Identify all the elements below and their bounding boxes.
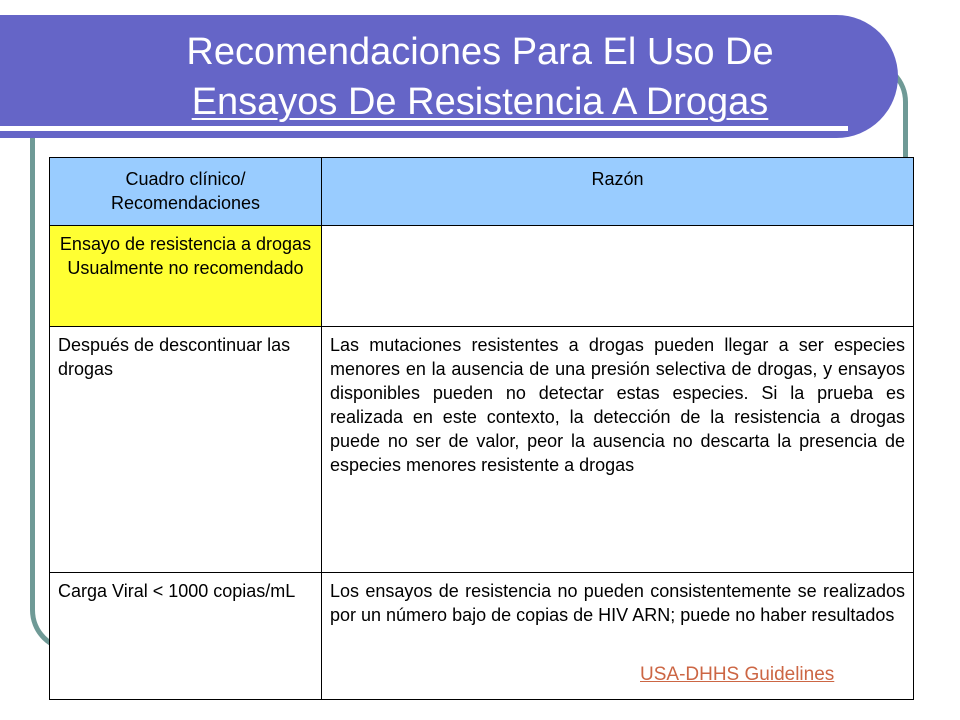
title-underline-bar — [0, 126, 848, 131]
title-line-1: Recomendaciones Para El Uso De — [186, 31, 774, 73]
recommendations-table — [49, 157, 914, 700]
table-row-highlight — [50, 226, 914, 327]
slide-title — [0, 27, 960, 127]
reason-cell: Los ensayos de resistencia no pueden consistentemente se realizados por un número bajo de copias de HIV ARN; puede no haber resultados — [322, 572, 914, 699]
header-razon: Razón — [322, 158, 914, 226]
reason-cell: Las mutaciones resistentes a drogas pueden llegar a ser especies menores en la ausencia de una presión selectiva de drogas, y ensayos disponibles pueden no detectar estas especies. Si la prueba es realizada en este contexto, la detección de la resistencia a drogas puede no ser de valor, peor la ausencia no descarta la presencia de especies menores resistente a drogas — [322, 326, 914, 572]
guidelines-link[interactable]: USA-DHHS Guidelines — [640, 664, 835, 685]
table-row — [50, 326, 914, 572]
condition-cell: Después de descontinuar las drogas — [50, 326, 322, 572]
header-cuadro-clinico: Cuadro clínico/ Recomendaciones — [50, 158, 322, 226]
table-header-row — [50, 158, 914, 226]
highlight-reason-cell — [322, 226, 914, 327]
condition-cell: Carga Viral < 1000 copias/mL — [50, 572, 322, 699]
highlight-cell: Ensayo de resistencia a drogas Usualmente no recomendado — [50, 226, 322, 327]
title-line-2: Ensayos De Resistencia A Drogas — [191, 81, 769, 123]
